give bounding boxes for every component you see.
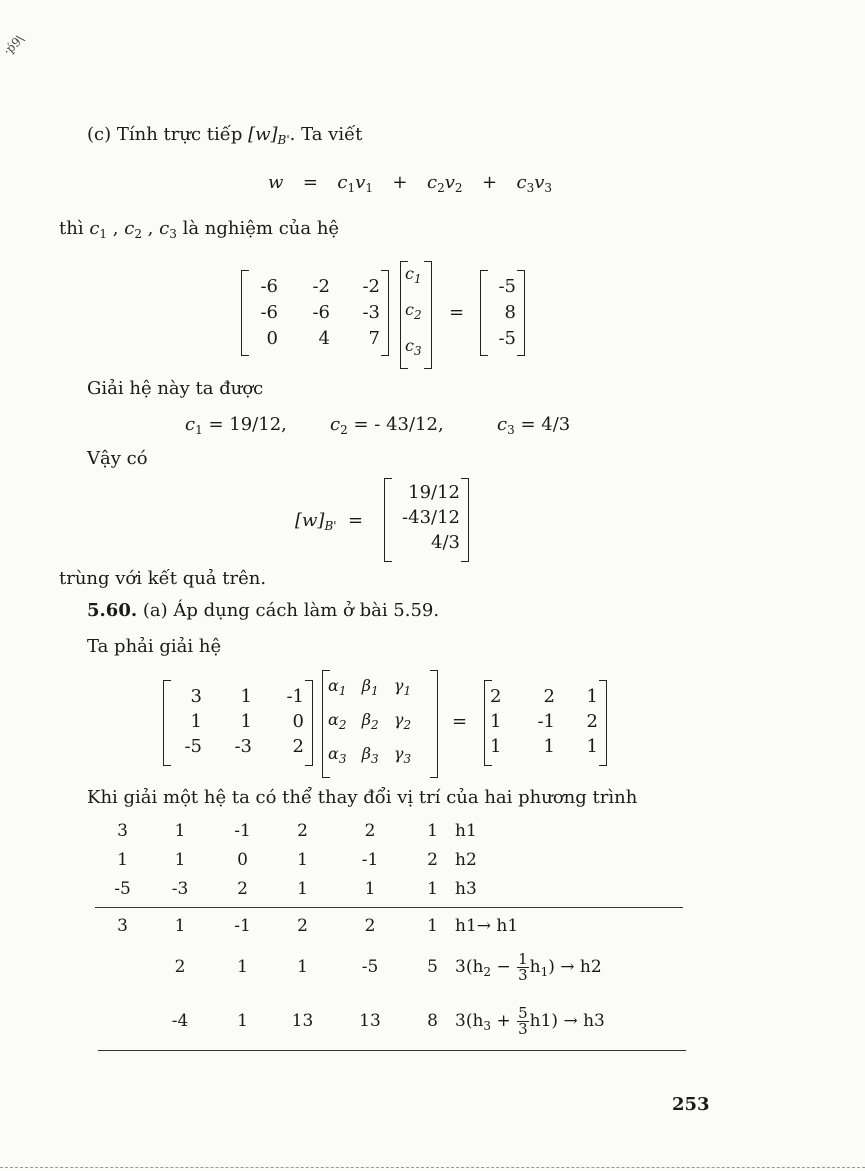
elimination-table-2 xyxy=(95,911,655,1048)
eq-equals: = xyxy=(302,172,318,193)
table-cell: h3 xyxy=(455,878,477,899)
sol-c2: c xyxy=(330,414,341,435)
fraction-numerator: 5 xyxy=(518,1003,528,1022)
eq-c2-sub: 2 xyxy=(437,181,445,195)
eq-plus1: + xyxy=(392,172,408,193)
table-cell: 1 xyxy=(117,849,128,870)
matrix-B-cell: -1 xyxy=(537,711,555,732)
table-cell: 1 xyxy=(427,878,438,899)
matrix-A2-cell: 3 xyxy=(190,686,202,707)
page-bottom-edge xyxy=(0,1167,865,1168)
line-c-prefix: (c) Tính trực tiếp xyxy=(87,124,249,145)
matrix-A2-left-bracket xyxy=(163,680,171,766)
result-right-bracket xyxy=(461,478,469,562)
problem-text: (a) Áp dụng cách làm ở bài 5.59. xyxy=(137,600,440,621)
x-alpha: α xyxy=(328,676,339,695)
op-text: 3(h xyxy=(455,956,484,977)
vector-b-cell: -5 xyxy=(498,276,516,297)
vector-b-cell: -5 xyxy=(498,328,516,349)
vector-c-right-bracket xyxy=(424,261,432,369)
table-cell: 1 xyxy=(297,849,308,870)
x-sub: 2 xyxy=(370,718,379,732)
x-alpha: α xyxy=(328,710,339,729)
thi-comma1: , xyxy=(107,218,125,239)
table-cell: h1→ h1 xyxy=(455,915,519,936)
vector-c-1 xyxy=(405,264,422,286)
x-gamma: γ xyxy=(393,710,404,729)
table-cell: 2 xyxy=(174,957,186,977)
fraction-numerator: 1 xyxy=(518,949,528,968)
elimination-table-1 xyxy=(95,816,535,903)
sol-c1-val: = 19/12, xyxy=(208,414,287,435)
eq-v3: v xyxy=(534,172,545,193)
result-cell: 4/3 xyxy=(431,532,460,553)
table-cell: -1 xyxy=(234,820,251,841)
table-cell: 1 xyxy=(237,957,248,977)
table-cell: -5 xyxy=(361,957,379,977)
op-sub: 1 xyxy=(540,964,549,979)
row-operation-3 xyxy=(455,994,655,1048)
c-sub: 1 xyxy=(413,272,422,286)
matrix-B-cell: 2 xyxy=(586,711,598,732)
matrix-B-cell: 2 xyxy=(543,686,555,707)
matrix-B-cell: 1 xyxy=(490,736,502,757)
eq-c1-sub: 1 xyxy=(347,181,356,195)
line-thi xyxy=(59,218,339,241)
table-row xyxy=(95,994,655,1048)
table-cell: 2 xyxy=(237,878,248,899)
matrix-A-cell: 4 xyxy=(318,328,330,349)
phai-giai-text: Ta phải giải hệ xyxy=(87,636,222,657)
c-letter: c xyxy=(405,336,414,355)
table-cell: 1 xyxy=(174,849,186,870)
eq-c3-sub: 3 xyxy=(526,181,535,195)
matrix-A-cell: -3 xyxy=(362,302,380,323)
matrix-A2-cell: 0 xyxy=(292,711,304,732)
sol-c2-val: = - 43/12, xyxy=(353,414,444,435)
matrix-A-cell: -2 xyxy=(362,276,380,297)
fraction xyxy=(517,949,529,984)
matrix-A2-cell: -3 xyxy=(234,736,252,757)
table-cell: 2 xyxy=(427,849,438,870)
table-cell: -4 xyxy=(171,1011,189,1031)
table-cell: 1 xyxy=(297,878,308,899)
x-sub: 3 xyxy=(370,752,379,766)
problem-heading xyxy=(87,600,439,621)
sol-c3-sub: 3 xyxy=(507,423,515,437)
table-cell: 2 xyxy=(364,820,376,841)
matrix-A2-cell: -5 xyxy=(184,736,202,757)
matrix-X-row-3 xyxy=(328,744,411,766)
eq-c2: c xyxy=(426,172,438,193)
problem-number: 5.60. xyxy=(87,600,138,621)
table-row xyxy=(95,845,535,874)
op-text: − xyxy=(491,956,517,977)
table-cell: 1 xyxy=(427,915,438,936)
table-cell: -1 xyxy=(234,915,251,936)
matrix-A-cell: -6 xyxy=(260,276,278,297)
solve-text: Giải hệ này ta được xyxy=(87,378,264,399)
x-beta: β xyxy=(361,710,371,729)
table-cell: -1 xyxy=(361,849,379,870)
x-sub: 2 xyxy=(403,718,412,732)
system1-equals: = xyxy=(449,302,465,323)
margin-mark: ·ṕ9\ xyxy=(0,31,27,59)
table-cell: 1 xyxy=(364,878,376,899)
x-beta: β xyxy=(361,744,371,763)
table-cell: 1 xyxy=(297,957,308,977)
table-row xyxy=(95,816,535,845)
x-sub: 1 xyxy=(338,684,347,698)
table-cell: 1 xyxy=(174,915,186,936)
thi-c1-sub: 1 xyxy=(99,227,108,241)
thi-word: thì xyxy=(59,218,90,239)
x-sub: 3 xyxy=(338,752,347,766)
eq-w: w xyxy=(268,172,284,193)
thi-c1: c xyxy=(89,218,100,239)
table-cell: 1 xyxy=(427,820,438,841)
trung-text: trùng với kết quả trên. xyxy=(59,568,267,589)
result-cell: -43/12 xyxy=(402,507,460,528)
table-row xyxy=(95,874,535,903)
x-sub: 1 xyxy=(370,684,379,698)
result-sub: B' xyxy=(324,519,337,533)
table-cell: -5 xyxy=(114,878,131,899)
matrix-A-cell: -2 xyxy=(312,276,330,297)
table-cell: 2 xyxy=(364,915,376,936)
x-alpha: α xyxy=(328,744,339,763)
eq-v3-sub: 3 xyxy=(544,181,553,195)
line-c-w: [w] xyxy=(248,124,278,145)
vay-co-text: Vậy có xyxy=(87,448,148,469)
result-cell: 19/12 xyxy=(408,482,460,503)
matrix-X-right-bracket xyxy=(430,670,438,778)
row-operation-2 xyxy=(455,940,655,994)
table-bottom-rule xyxy=(98,1050,686,1051)
eq-v2: v xyxy=(444,172,455,193)
eq-c3: c xyxy=(516,172,527,193)
op-text: ) → h2 xyxy=(548,956,602,977)
thi-c3: c xyxy=(159,218,170,239)
result-w: [w] xyxy=(295,510,325,531)
matrix-B-cell: 1 xyxy=(543,736,555,757)
eq-plus2: + xyxy=(481,172,498,193)
sol-c2-sub: 2 xyxy=(340,423,348,437)
c-sub: 2 xyxy=(413,308,422,322)
solution-c1 xyxy=(185,414,287,437)
table-cell: 5 xyxy=(427,957,438,977)
vector-b-cell: 8 xyxy=(504,302,516,323)
matrix-A-cell: -6 xyxy=(312,302,330,323)
result-equals: = xyxy=(348,510,364,531)
vector-c-3 xyxy=(405,336,422,358)
thi-c3-sub: 3 xyxy=(169,227,177,241)
op-sub: 3 xyxy=(483,1018,492,1033)
eq-c1: c xyxy=(337,172,348,193)
fraction-denominator: 3 xyxy=(518,1019,528,1038)
table-cell: 3 xyxy=(117,820,128,841)
matrix-B-cell: 1 xyxy=(586,686,598,707)
table-row xyxy=(95,911,655,940)
line-c-sub: B' xyxy=(277,133,290,147)
matrix-B-cell: 2 xyxy=(490,686,502,707)
matrix-A-right-bracket xyxy=(381,270,389,356)
thi-c2: c xyxy=(124,218,135,239)
sol-c3: c xyxy=(497,414,508,435)
table-cell: h2 xyxy=(455,849,477,870)
thi-comma2: , xyxy=(141,218,160,239)
table-cell xyxy=(95,940,150,994)
table-cell: 2 xyxy=(297,915,308,936)
table-row xyxy=(95,940,655,994)
op-text: h xyxy=(529,956,541,977)
x-sub: 3 xyxy=(403,752,412,766)
system2-equals: = xyxy=(452,711,468,732)
thi-c2-sub: 2 xyxy=(134,227,142,241)
solution-c2 xyxy=(330,414,444,437)
table-cell: h1 xyxy=(455,820,477,841)
table-cell xyxy=(95,994,150,1048)
matrix-A-cell: 0 xyxy=(266,328,278,349)
table-divider xyxy=(95,907,683,908)
table-cell: 2 xyxy=(297,820,308,841)
sol-c3-val: = 4/3 xyxy=(520,414,571,435)
x-sub: 2 xyxy=(338,718,347,732)
matrix-A2-right-bracket xyxy=(305,680,313,766)
matrix-B-right-bracket xyxy=(599,680,607,766)
matrix-X-row-1 xyxy=(328,676,411,698)
line-c-suffix: . Ta viết xyxy=(289,124,363,145)
fraction-denominator: 3 xyxy=(518,965,528,984)
equation-w xyxy=(268,172,552,195)
solution-c3 xyxy=(497,414,570,437)
x-sub: 1 xyxy=(403,684,412,698)
sol-c1: c xyxy=(185,414,196,435)
op-text: 3(h xyxy=(455,1010,484,1031)
matrix-A2-cell: 2 xyxy=(292,736,304,757)
table-cell: 0 xyxy=(237,849,248,870)
c-letter: c xyxy=(405,300,414,319)
matrix-A-cell: -6 xyxy=(260,302,278,323)
result-label xyxy=(295,510,363,533)
c-sub: 3 xyxy=(413,344,422,358)
matrix-A2-cell: 1 xyxy=(240,711,252,732)
table-cell: 8 xyxy=(427,1011,438,1031)
matrix-A2-cell: -1 xyxy=(286,686,304,707)
fraction xyxy=(517,1003,529,1038)
thi-rest: là nghiệm của hệ xyxy=(176,218,340,239)
eq-v1: v xyxy=(355,172,366,193)
matrix-X-row-2 xyxy=(328,710,411,732)
matrix-A2-cell: 1 xyxy=(240,686,252,707)
vector-b-right-bracket xyxy=(517,270,525,356)
sol-c1-sub: 1 xyxy=(195,423,203,437)
table-cell: 3 xyxy=(117,915,128,936)
table-cell: 1 xyxy=(174,820,186,841)
khi-giai-text: Khi giải một hệ ta có thể thay đổi vị trí của hai phương trình xyxy=(87,787,638,808)
c-letter: c xyxy=(405,264,414,283)
x-beta: β xyxy=(361,676,371,695)
table-cell: -3 xyxy=(171,878,189,899)
matrix-B-cell: 1 xyxy=(490,711,502,732)
matrix-A-cell: 7 xyxy=(368,328,380,349)
op-text: + xyxy=(491,1010,517,1031)
table-cell: 13 xyxy=(291,1011,314,1031)
op-sub: 2 xyxy=(483,964,492,979)
page-number: 253 xyxy=(672,1094,710,1115)
vector-c-2 xyxy=(405,300,422,322)
table-cell: 13 xyxy=(359,1011,381,1031)
matrix-A2-cell: 1 xyxy=(190,711,202,732)
eq-v1-sub: 1 xyxy=(365,181,373,195)
matrix-B-cell: 1 xyxy=(586,736,598,757)
eq-v2-sub: 2 xyxy=(454,181,463,195)
table-cell: 1 xyxy=(237,1011,248,1031)
x-gamma: γ xyxy=(393,676,404,695)
x-gamma: γ xyxy=(393,744,404,763)
line-c xyxy=(87,124,362,147)
op-text: h1) → h3 xyxy=(529,1010,605,1031)
